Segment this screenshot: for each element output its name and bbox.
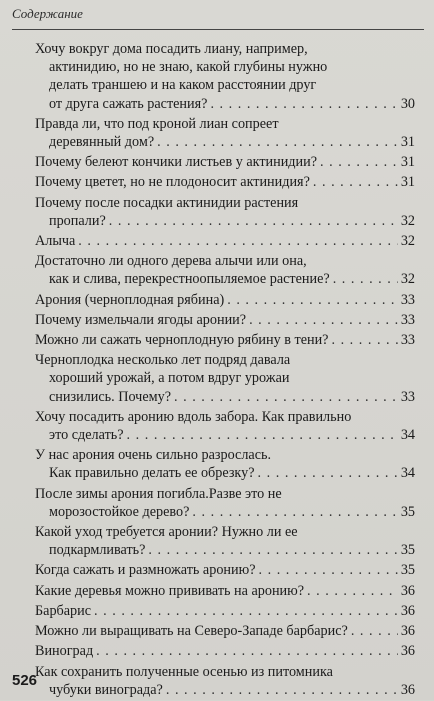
toc-entry [35,485,415,521]
dot-leader [78,232,398,250]
toc-entry-last-line [35,388,415,406]
toc-entry-line: от друга сажать растения? [49,95,208,112]
toc-entry [35,351,415,406]
toc-entry [35,446,415,482]
dot-leader [96,642,398,660]
toc-page-number: 35 [400,562,415,579]
toc-entry-line: Как правильно делать ее обрезку? [49,465,255,482]
dot-leader [320,153,398,171]
dot-leader [249,311,398,329]
toc-entry-line: Достаточно ли одного дерева алычи или она, [35,253,307,270]
toc-entry [35,561,415,579]
toc-entry-last-line [35,464,415,482]
toc-page-number: 36 [400,602,415,619]
toc-entry [35,582,415,600]
toc-entry-line: У нас арония очень сильно разрослась. [35,447,272,464]
dot-leader [109,212,398,230]
toc-page-number: 34 [400,465,415,482]
header-rule [12,29,424,30]
toc-entry [35,115,415,151]
dot-leader [307,582,398,600]
dot-leader [259,561,398,579]
toc-entry-line: Почему после посадки актинидии растения [35,194,299,211]
dot-leader [192,503,397,521]
toc-page-number: 36 [400,643,415,660]
toc-entry [35,622,415,640]
dot-leader [157,133,398,151]
toc-entry-line: Алыча [35,233,76,250]
toc-page-number: 33 [400,311,415,328]
toc-page-number: 32 [400,271,415,288]
toc-page-number: 32 [400,233,415,250]
toc-entry [35,252,415,288]
toc-entry-line: деревянный дом? [49,134,155,151]
toc-entry-last-line [35,681,415,699]
toc-page-number: 31 [400,134,415,151]
toc-page-number: 35 [400,542,415,559]
toc-entry [35,153,415,171]
toc-entry-last-line [35,541,415,559]
toc-entry-last-line [35,602,415,620]
toc-page-number: 34 [400,427,415,444]
toc-page-number: 36 [400,582,415,599]
toc-entry-last-line [35,212,415,230]
toc-page-number: 36 [400,681,415,698]
toc-entry-line: Почему измельчали ягоды аронии? [35,311,247,328]
toc-entry [35,408,415,444]
toc-page-number: 31 [400,154,415,171]
toc-entry-line: Почему цветет, но не плодоносит актинидия? [35,174,310,191]
toc-entry-line: Почему белеют кончики листьев у актинидии? [35,154,318,171]
toc-entry-line: делать траншею и на каком расстоянии друг [49,77,317,94]
toc-entry-last-line [35,426,415,444]
toc-entry-last-line [35,153,415,171]
dot-leader [351,622,398,640]
running-head: Содержание [12,6,83,21]
toc-page-number: 32 [400,212,415,229]
toc-entry-last-line [35,291,415,309]
toc-entry [35,663,415,699]
dot-leader [313,173,398,191]
toc-entry [35,331,415,349]
toc-page-number: 30 [400,95,415,112]
dot-leader [333,270,398,288]
toc-entry-last-line [35,561,415,579]
table-of-contents [35,40,415,701]
toc-entry [35,602,415,620]
toc-entry-last-line [35,95,415,113]
page-number: 526 [12,672,38,689]
toc-page-number: 33 [400,291,415,308]
toc-entry-last-line [35,270,415,288]
toc-entry-line: Арония (черноплодная рябина) [35,291,225,308]
toc-entry-last-line [35,503,415,521]
toc-entry-line: Барбарис [35,602,92,619]
toc-entry-last-line [35,642,415,660]
toc-entry-line: подкармливать? [49,542,146,559]
toc-entry-line: как и слива, перекрестноопыляемое растение? [49,271,330,288]
toc-entry [35,291,415,309]
toc-entry-line: хороший урожай, а потом вдруг урожаи [49,370,290,387]
toc-entry [35,523,415,559]
toc-entry-line: Можно ли выращивать на Северо-Западе барбарис? [35,623,348,640]
toc-entry-line: Хочу вокруг дома посадить лиану, например, [35,41,308,57]
toc-entry-last-line [35,133,415,151]
toc-page-number: 31 [400,174,415,191]
toc-entry-line: Можно ли сажать черноплодную рябину в тени? [35,332,329,349]
toc-page-number: 36 [400,623,415,640]
toc-entry-line: это сделать? [49,427,124,444]
toc-entry-last-line [35,173,415,191]
toc-entry [35,642,415,660]
toc-entry-line: Правда ли, что под кроной лиан сопреет [35,115,279,132]
toc-page-number: 33 [400,388,415,405]
toc-entry-last-line [35,582,415,600]
toc-entry-line: После зимы арония погибла.Разве это не [35,485,282,502]
toc-entry [35,232,415,250]
toc-entry-last-line [35,232,415,250]
toc-entry [35,40,415,113]
toc-entry-line: Какие деревья можно прививать на аронию? [35,582,305,599]
dot-leader [227,291,398,309]
dot-leader [258,464,398,482]
toc-entry-line: Виноград [35,643,94,660]
dot-leader [94,602,398,620]
dot-leader [331,331,397,349]
toc-entry-line: Хочу посадить аронию вдоль забора. Как правильно [35,408,352,425]
toc-entry [35,173,415,191]
toc-entry-line: Когда сажать и размножать аронию? [35,562,256,579]
dot-leader [166,681,398,699]
toc-entry [35,311,415,329]
toc-entry-line: морозостойкое дерево? [49,503,190,520]
toc-entry-last-line [35,311,415,329]
toc-entry-line: снизились. Почему? [49,388,171,405]
toc-entry-line: чубуки винограда? [49,681,163,698]
dot-leader [174,388,398,406]
toc-entry [35,194,415,230]
dot-leader [210,95,397,113]
toc-entry-last-line [35,331,415,349]
toc-entry-line: Как сохранить полученные осенью из питомника [35,663,333,680]
toc-entry-last-line [35,622,415,640]
toc-entry-line: пропали? [49,212,106,229]
toc-entry-line: Какой уход требуется аронии? Нужно ли ее [35,524,298,541]
toc-page-number: 33 [400,332,415,349]
toc-entry-line: Черноплодка несколько лет подряд давала [35,352,291,369]
toc-page-number: 35 [400,503,415,520]
toc-entry-line: актинидию, но не знаю, какой глубины нужно [49,59,328,76]
dot-leader [148,541,397,559]
dot-leader [127,426,398,444]
